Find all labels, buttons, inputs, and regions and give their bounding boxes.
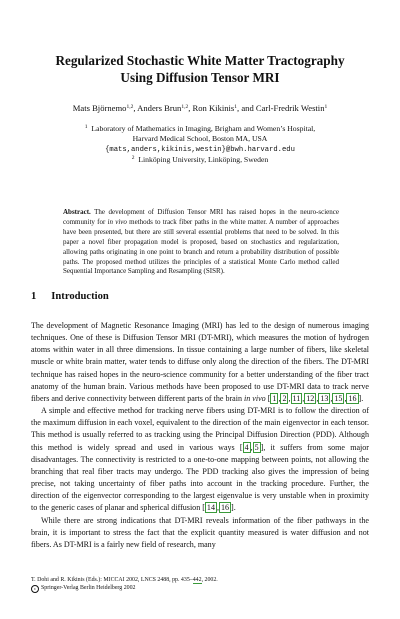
- citation-link[interactable]: 16: [348, 393, 357, 403]
- affil-1-line-1: Laboratory of Mathematics in Imaging, Brigham and Women’s Hospital,: [91, 124, 316, 133]
- citation-link[interactable]: 13: [320, 393, 329, 403]
- paragraph-2: [31, 405, 369, 514]
- citation-group-2: [ 4 , 5 ]: [239, 442, 264, 452]
- citation-link[interactable]: 15: [334, 393, 343, 403]
- paragraph-1-italic: in vivo: [244, 393, 266, 403]
- copyright-icon: c: [31, 585, 39, 593]
- footer-publisher: Springer-Verlag Berlin Heidelberg 2002: [41, 585, 136, 592]
- citation-link[interactable]: 5: [254, 442, 259, 452]
- author-3-affil: 1: [234, 104, 238, 110]
- footer-citation-b: , 2002.: [201, 577, 218, 583]
- author-3: Ron Kikinis: [192, 103, 235, 113]
- author-4-affil: 1: [324, 104, 328, 110]
- citation-group-3: [ 14 , 16 ]: [202, 503, 234, 513]
- abstract-text-a: The development of Diffusion Tensor MRI has raised hopes in the neuro-science community for: [63, 208, 339, 226]
- abstract-italic: in vivo: [107, 217, 127, 226]
- paragraph-3: While there are strong indications that DT-MRI reveals information of the fiber pathways in the brain, it is important to stress the fact that the explicit quantity measured is water diffusion and not fibers. As DT-MRI is a fairly new field of research, many: [31, 515, 369, 549]
- paragraph-1: [31, 320, 369, 405]
- citation-link[interactable]: 14: [206, 503, 215, 513]
- author-2: Anders Brun: [137, 103, 182, 113]
- paragraph-2-text-a: A simple and effective method for tracking nerve fibers using DT-MRI is to follow the direction of the maximum diffusion in each voxel, equivalent to the direction of the main eigenvector in each tensor. This method is usually referred to as tracking using the Principal Diffusion Direction (PDD). Although this method is widely spread and used in various ways: [31, 406, 369, 452]
- paragraph-2-text-b: , it suffers from some major disadvantages. The connectivity is restricted to a one-to-one mapping between points, not allowing the branching that real fiber tracts may undergo. The PDD tracking also gives the impression of being precise, not taking uncertainty of fiber paths into account in the tracking procedure. Further, the direction of the eigenvector corresponding to the largest eigenvalue is very unstable when in proximity to the generic cases of planar and spherical diffusion: [31, 442, 369, 513]
- title-line-2: Using Diffusion Tensor MRI: [120, 70, 280, 85]
- affil-2-line: Linköping University, Linköping, Sweden: [138, 155, 269, 165]
- page-footer: [31, 576, 218, 593]
- paper-title: [0, 52, 400, 86]
- citation-link[interactable]: 2: [282, 393, 287, 403]
- abstract-text-b: methods to track fiber paths in the white matter. A number of approaches have been presented, but there are still several essential problems that need to be solved. In this paper a novel fiber propagation model is proposed, based on stochastics and regularization, allowing paths originating in one point to branch and return a probability distribution of possible paths. The proposed method utilizes the principles of a statistical Monte Carlo method called Sequential Importance Sampling and Resampling (SISR).: [63, 217, 339, 276]
- affil-1-marker: 1: [84, 124, 88, 130]
- paragraph-1-text: The development of Magnetic Resonance Imaging (MRI) has led to the design of numerous imaging techniques. One of these is Diffusion Tensor MRI (DT-MRI), which measures the motion of hydrogen atoms within water in all three dimensions. In tissue containing a large number of fibers, like skeletal muscle or white brain matter, water tends to diffuse only along the direction of the fibers. The DT-MRI technique has raised hopes in the neuro-science community for a better understanding of the fiber tract anatomy of the human brain. Various methods have been proposed to use DT-MRI data to track nerve fibers and derive connectivity between different parts of the brain: [31, 321, 369, 403]
- citation-link[interactable]: 4: [244, 442, 249, 452]
- affil-1-line-2: Harvard Medical School, Boston MA, USA: [132, 134, 268, 144]
- citation-group-1: [ 1 , 2 , 11 , 12 , 13 , 15 , 16 ]: [267, 393, 362, 403]
- citation-link[interactable]: 12: [306, 393, 315, 403]
- author-emails: {mats,anders,kikinis,westin}@bwh.harvard.edu: [105, 145, 295, 154]
- affiliations: [0, 124, 400, 166]
- footer-page-link[interactable]: 442: [192, 577, 202, 583]
- section-title: Introduction: [51, 291, 109, 302]
- citation-link[interactable]: 1: [272, 393, 277, 403]
- title-line-1: Regularized Stochastic White Matter Tractography: [55, 53, 345, 68]
- footer-citation-a: T. Dohi and R. Kikinis (Eds.): MICCAI 2002, LNCS 2488, pp. 435–: [31, 577, 193, 583]
- affil-2-marker: 2: [131, 155, 135, 162]
- author-1-affil: 1,2: [126, 104, 134, 110]
- abstract: [63, 208, 339, 277]
- author-2-affil: 1,2: [181, 104, 189, 110]
- author-1: Mats Björnemo: [72, 103, 127, 113]
- paragraph-2-end: .: [233, 503, 236, 513]
- citation-link[interactable]: 11: [292, 393, 301, 403]
- author-list: Mats Björnemo$^{1,2}$, Anders Brun$^{1,2}$, Ron Kikinis$^1$, and Carl-Fredrik Westin$^1$: [72, 103, 328, 113]
- section-number: 1: [31, 291, 37, 302]
- author-4: and Carl-Fredrik Westin: [241, 103, 325, 113]
- citation-link[interactable]: 16: [220, 503, 230, 513]
- abstract-label: Abstract.: [63, 208, 91, 216]
- section-heading: [31, 291, 109, 302]
- body-text: [31, 320, 369, 551]
- paragraph-1-end: .: [361, 393, 364, 403]
